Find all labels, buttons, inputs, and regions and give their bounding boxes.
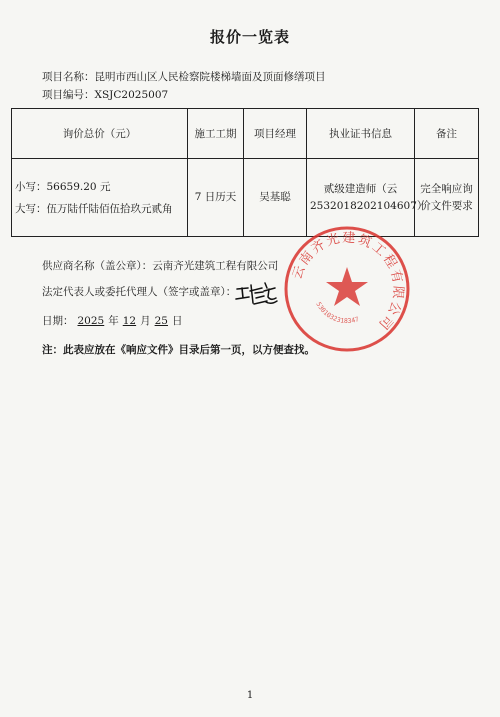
document-title: 报价一览表 (209, 28, 290, 46)
price-lower-label: 小写： (15, 180, 47, 193)
price-upper-label: 大写： (15, 202, 47, 215)
total-price-cell (12, 159, 188, 237)
price-upper-line (15, 198, 184, 220)
header-remark: 备注 (415, 109, 479, 159)
remark-cell: 完全响应询价文件要求 (415, 159, 479, 237)
supplier-line (42, 258, 278, 273)
header-manager: 项目经理 (244, 109, 307, 159)
project-name-label: 项目名称： (42, 71, 95, 83)
price-lower-line (15, 176, 184, 198)
date-month-unit: 月 (140, 315, 151, 327)
date-line (42, 313, 182, 328)
project-name-value: 昆明市西山区人民检察院楼梯墙面及顶面修缮项目 (94, 71, 326, 83)
project-name-line (42, 69, 326, 84)
cert-cell: 贰级建造师（云2532018202104607） (307, 159, 415, 237)
quote-table (11, 108, 479, 237)
company-seal-image (282, 224, 412, 354)
supplier-label: 供应商名称（盖公章）： (42, 260, 153, 272)
date-year-unit: 年 (108, 315, 119, 327)
project-number-line (42, 87, 168, 102)
placement-note: 注：此表应放在《响应文件》目录后第一页，以方便查找。 (42, 344, 315, 356)
svg-text:云南齐光建筑工程有限公司: 云南齐光建筑工程有限公司 (289, 230, 406, 334)
svg-text:5301032318347: 5301032318347 (314, 300, 360, 326)
price-upper-value: 伍万陆仟陆佰伍拾玖元贰角 (46, 202, 173, 215)
representative-label: 法定代表人或委托代理人（签字或盖章）： (42, 286, 237, 298)
header-total-price: 询价总价（元） (12, 109, 188, 159)
period-cell: 7 日历天 (188, 159, 244, 237)
date-day-unit: 日 (171, 315, 183, 327)
header-cert: 执业证书信息 (307, 109, 415, 159)
date-month: 12 (122, 315, 137, 327)
date-label: 日期： (42, 315, 74, 327)
table-header-row (12, 109, 479, 159)
price-lower-value: 56659.20 元 (46, 180, 111, 193)
project-number-label: 项目编号： (42, 89, 95, 101)
supplier-name: 云南齐光建筑工程有限公司 (152, 260, 279, 272)
representative-line (42, 284, 236, 299)
manager-cell: 吴基聪 (244, 159, 307, 237)
page-number: 1 (246, 690, 254, 701)
date-year: 2025 (77, 315, 105, 327)
header-period: 施工工期 (188, 109, 244, 159)
signature-image (234, 279, 278, 307)
project-number-value: XSJC2025007 (94, 89, 169, 101)
date-day: 25 (154, 315, 168, 327)
